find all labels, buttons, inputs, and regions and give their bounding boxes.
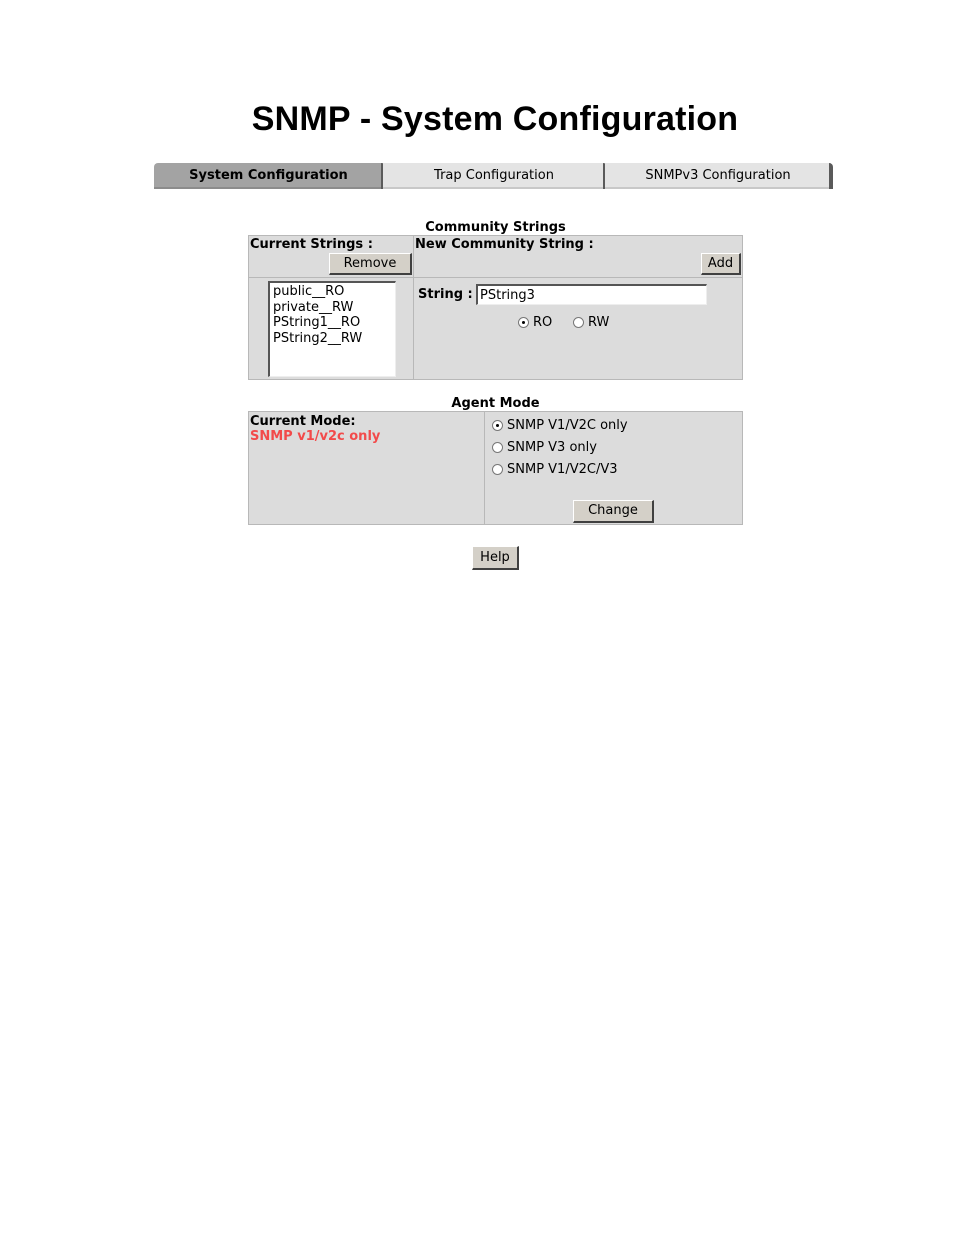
current-mode-label: Current Mode: <box>250 414 356 429</box>
access-rw-option[interactable] <box>573 315 609 330</box>
tab-label: System Configuration <box>189 168 348 183</box>
tab-system-configuration[interactable] <box>154 163 383 189</box>
page-title: SNMP - System Configuration <box>251 100 739 138</box>
radio-button[interactable] <box>573 317 584 328</box>
radio-button[interactable] <box>492 420 503 431</box>
community-strings-caption: Community Strings <box>425 220 566 235</box>
radio-button[interactable] <box>518 317 529 328</box>
divider <box>484 412 485 524</box>
access-ro-option[interactable] <box>518 315 552 330</box>
tab-label: SNMPv3 Configuration <box>645 168 791 183</box>
string-input[interactable] <box>476 284 707 305</box>
list-item[interactable]: PString1__RO <box>273 315 361 330</box>
tab-bar <box>154 163 831 189</box>
list-item[interactable]: public__RO <box>273 284 345 299</box>
list-item[interactable]: PString2__RW <box>273 330 363 346</box>
mode-v1-v2c-option[interactable] <box>492 418 628 433</box>
radio-button[interactable] <box>492 442 503 453</box>
radio-label: RO <box>533 315 553 330</box>
mode-v3-option[interactable] <box>492 440 597 455</box>
radio-button[interactable] <box>492 464 503 475</box>
current-strings-label: Current Strings : <box>250 237 373 252</box>
agent-mode-caption: Agent Mode <box>451 396 540 411</box>
change-button[interactable]: Change <box>573 500 654 523</box>
divider <box>249 277 742 278</box>
tab-snmpv3-configuration[interactable] <box>605 163 831 189</box>
mode-v1-v2c-v3-option[interactable] <box>492 462 618 477</box>
add-button[interactable]: Add <box>701 253 741 275</box>
string-label: String : <box>418 287 473 302</box>
help-button[interactable]: Help <box>472 546 519 570</box>
list-item[interactable]: private__RW <box>273 299 354 315</box>
radio-label: SNMP V1/V2C/V3 <box>507 462 618 477</box>
radio-label: RW <box>588 315 610 330</box>
remove-button[interactable]: Remove <box>329 253 412 275</box>
radio-label: SNMP V3 only <box>507 440 597 455</box>
tab-trap-configuration[interactable] <box>383 163 605 189</box>
new-community-string-label: New Community String : <box>415 237 594 252</box>
radio-label: SNMP V1/V2C only <box>507 418 628 433</box>
current-mode-value: SNMP v1/v2c only <box>250 429 381 444</box>
tab-label: Trap Configuration <box>434 168 554 183</box>
community-strings-list[interactable] <box>268 281 396 377</box>
divider <box>413 236 414 379</box>
tab-divider <box>829 163 833 189</box>
